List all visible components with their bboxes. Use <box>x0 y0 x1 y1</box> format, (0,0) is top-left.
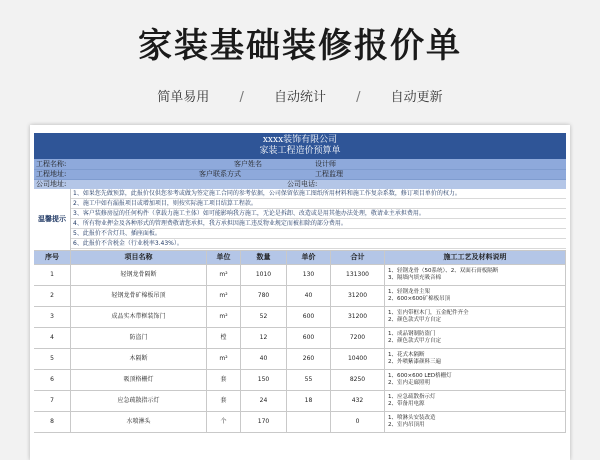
tips-label: 温馨提示 <box>34 189 71 250</box>
company-phone-label: 公司电话: <box>287 180 318 189</box>
cell-description <box>385 412 566 433</box>
description-line: 1、室内带框木门，五金配件齐全 <box>388 310 469 316</box>
cell-name: 轻钢龙骨隔断 <box>71 265 207 286</box>
feature-list <box>0 86 600 105</box>
cell-price: 18 <box>287 391 331 412</box>
table-body <box>34 265 566 433</box>
client-name-label: 客户姓名 <box>234 159 262 168</box>
description-line: 1、轻钢龙骨（50系统）、2、双面石膏板隔断 <box>388 268 499 274</box>
table-row <box>34 328 566 349</box>
table-row <box>34 349 566 370</box>
description-line: 1、轻钢龙骨主架 <box>388 289 430 295</box>
feature-separator: / <box>356 90 361 105</box>
tips-list <box>71 189 566 250</box>
cell-total: 131300 <box>331 265 385 286</box>
col-header-no: 序号 <box>34 251 71 265</box>
designer-label: 设计师 <box>315 159 336 168</box>
cell-qty: 150 <box>241 370 287 391</box>
project-name-label: 工程名称: <box>36 159 67 168</box>
tip-item: 3、客户装修房屋的任何构件（拿载力施工主体）如可能影响我方施工，无论是拆卸、改造或是用其他办法处理，敬请业主承担费用。 <box>71 209 566 219</box>
cell-name: 木隔断 <box>71 349 207 370</box>
cell-description <box>385 286 566 307</box>
description-line: 3、隔墙内填充吸音棉 <box>388 275 441 281</box>
cell-description <box>385 328 566 349</box>
cell-total: 10400 <box>331 349 385 370</box>
col-header-price: 单价 <box>287 251 331 265</box>
cell-no: 1 <box>34 265 71 286</box>
feature-auto-stats: 自动统计 <box>273 90 326 105</box>
supervisor-label: 工程监理 <box>315 170 343 179</box>
description-line: 2、带备用电源 <box>388 401 425 407</box>
cell-no: 8 <box>34 412 71 433</box>
tips-block <box>34 189 566 251</box>
project-address-label: 工程地址: <box>36 170 67 179</box>
col-header-unit: 单位 <box>207 251 241 265</box>
page-title: 家装基础装修报价单 <box>138 26 462 66</box>
description-line: 2、室内走廊照明 <box>388 380 430 386</box>
cell-unit: 套 <box>207 370 241 391</box>
tip-item: 6、此报价不含税金（行业税率3.43%）。 <box>71 239 566 249</box>
col-header-name: 项目名称 <box>71 251 207 265</box>
cell-description <box>385 370 566 391</box>
cell-name: 吸顶格栅灯 <box>71 370 207 391</box>
cell-qty: 780 <box>241 286 287 307</box>
info-row-3 <box>34 179 566 189</box>
cell-no: 7 <box>34 391 71 412</box>
table-header <box>34 251 566 265</box>
cell-description <box>385 349 566 370</box>
cell-qty: 52 <box>241 307 287 328</box>
description-line: 2、600×600矿棉板吊顶 <box>388 296 451 302</box>
sheet-header <box>34 133 566 159</box>
cell-name: 成品实木带框装饰门 <box>71 307 207 328</box>
cell-description <box>385 265 566 286</box>
cell-name: 防盗门 <box>71 328 207 349</box>
cell-name: 轻钢龙骨矿棉板吊顶 <box>71 286 207 307</box>
company-address-label: 公司地址: <box>36 180 67 189</box>
cell-unit: 套 <box>207 391 241 412</box>
cell-unit: m² <box>207 286 241 307</box>
description-line: 1、600×600 LED格栅灯 <box>388 373 452 379</box>
col-header-desc: 施工工艺及材料说明 <box>385 251 566 265</box>
info-row-1 <box>34 159 566 169</box>
cell-total: 7200 <box>331 328 385 349</box>
table-row <box>34 412 566 433</box>
tip-item: 2、施工中如有漏报项目或增加项目，则按实际施工项目结算工程款。 <box>71 199 566 209</box>
table-row <box>34 265 566 286</box>
cell-price: 260 <box>287 349 331 370</box>
cell-total: 0 <box>331 412 385 433</box>
table-row <box>34 286 566 307</box>
cell-price: 130 <box>287 265 331 286</box>
cell-price: 55 <box>287 370 331 391</box>
cell-no: 5 <box>34 349 71 370</box>
col-header-qty: 数量 <box>241 251 287 265</box>
col-header-total: 合计 <box>331 251 385 265</box>
cell-qty: 12 <box>241 328 287 349</box>
cell-price <box>287 412 331 433</box>
feature-easy: 简单易用 <box>157 90 210 105</box>
company-name: xxxx装饰有限公司 <box>262 135 338 146</box>
client-contact-label: 客户联系方式 <box>199 170 241 179</box>
cell-price: 600 <box>287 307 331 328</box>
feature-auto-update: 自动更新 <box>390 90 443 105</box>
description-line: 1、应急疏散指示灯 <box>388 394 436 400</box>
table-row <box>34 370 566 391</box>
cell-total: 8250 <box>331 370 385 391</box>
tip-item: 4、所有物业押金及各种形式的管理费敬请您承担，我方承担因施工违反物业规定而被扣除的部分费用。 <box>71 219 566 229</box>
cell-description <box>385 307 566 328</box>
cell-total: 31200 <box>331 286 385 307</box>
cell-unit: 个 <box>207 412 241 433</box>
cell-no: 3 <box>34 307 71 328</box>
document-title: 家装工程造价预算单 <box>259 146 341 156</box>
cell-qty: 40 <box>241 349 287 370</box>
cell-qty: 170 <box>241 412 287 433</box>
description-line: 1、喷淋头安装改造 <box>388 415 436 421</box>
cell-qty: 24 <box>241 391 287 412</box>
quotation-sheet <box>30 125 570 460</box>
cell-description <box>385 391 566 412</box>
description-line: 2、颜色款式甲方自定 <box>388 317 441 323</box>
info-row-2 <box>34 169 566 179</box>
cell-qty: 1010 <box>241 265 287 286</box>
description-line: 2、外喷紫漆颜料三遍 <box>388 359 441 365</box>
cell-no: 4 <box>34 328 71 349</box>
cell-name: 水喷淋头 <box>71 412 207 433</box>
cell-unit: m² <box>207 349 241 370</box>
feature-separator: / <box>239 90 244 105</box>
description-line: 1、花式木隔断 <box>388 352 425 358</box>
cell-unit: 樘 <box>207 328 241 349</box>
tip-item: 5、此报价不含灯具、插座面板。 <box>71 229 566 239</box>
cell-total: 31200 <box>331 307 385 328</box>
cell-name: 应急疏散指示灯 <box>71 391 207 412</box>
cell-price: 600 <box>287 328 331 349</box>
cell-total: 432 <box>331 391 385 412</box>
cell-unit: m² <box>207 307 241 328</box>
cell-no: 6 <box>34 370 71 391</box>
description-line: 2、室内吊顶用 <box>388 422 425 428</box>
description-line: 2、颜色款式甲方自定 <box>388 338 441 344</box>
cell-price: 40 <box>287 286 331 307</box>
tip-item: 1、如果您先做预算，此报价仅供您参考或做为签定施工合同的参考依据，公司保留依施工图纸所用材料和施工作复杂系数，修订项目单价的权力。 <box>71 189 566 199</box>
cell-no: 2 <box>34 286 71 307</box>
cell-unit: m² <box>207 265 241 286</box>
table-row <box>34 391 566 412</box>
table-row <box>34 307 566 328</box>
description-line: 1、成品钢制防盗门 <box>388 331 436 337</box>
